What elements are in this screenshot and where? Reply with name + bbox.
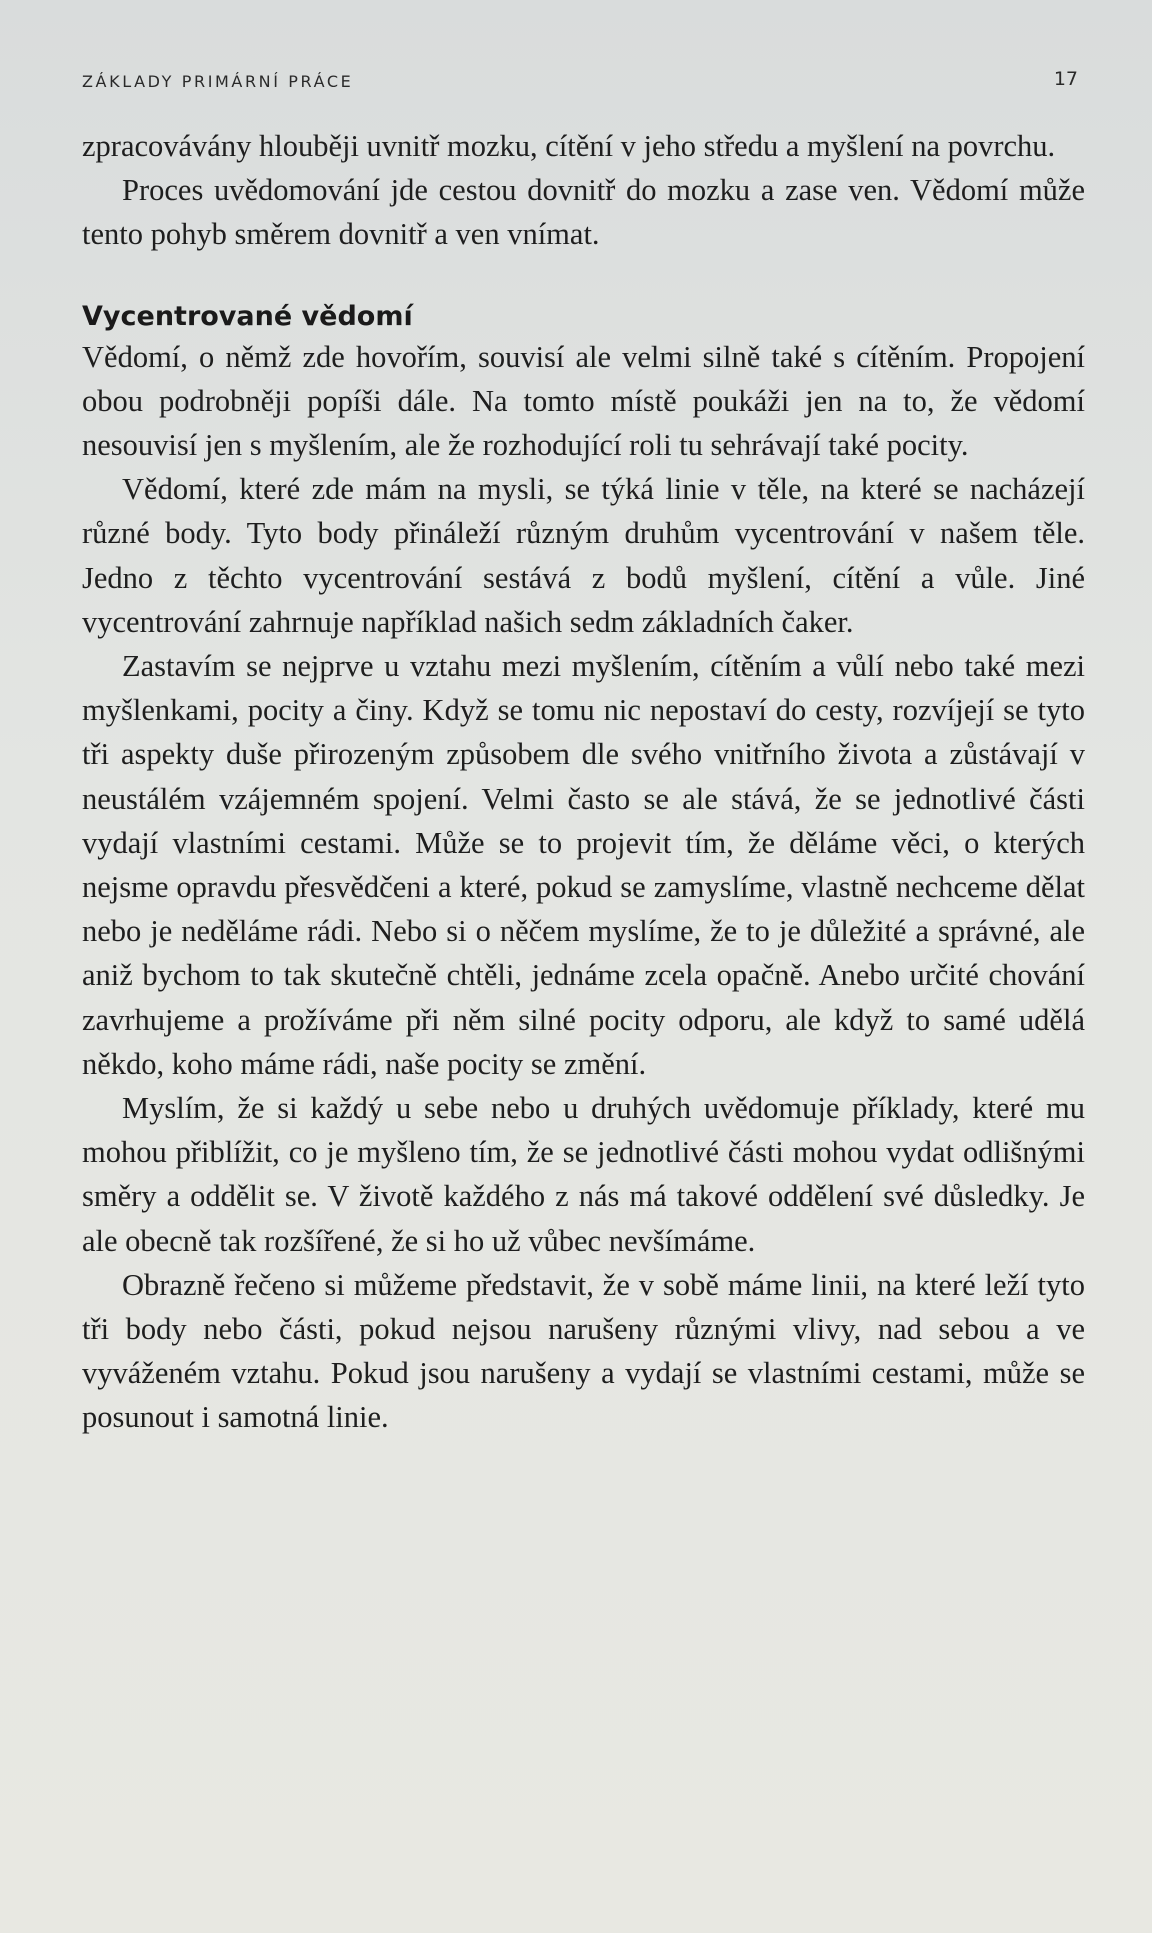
section-heading: Vycentrované vědomí	[82, 300, 413, 332]
running-header	[82, 68, 1078, 98]
paragraph-5: Zastavím se nejprve u vztahu mezi myšlením, cítěním a vůlí nebo také mezi myšlenkami, pocity a činy. Když se tomu nic nepostaví do cesty, rozvíjejí se tyto tři aspekty duše přirozeným způsobem dle svého vnitřního života a zůstávají v neustálém vzájemném spojení. Velmi často se ale stává, že se jednotlivé části vydají vlastními cestami. Může se to projevit tím, že děláme věci, o kterých nejsme opravdu přesvědčeni a které, pokud se zamyslíme, vlastně nechceme dělat nebo je neděláme rádi. Nebo si o něčem myslíme, že to je důležité a správné, ale aniž bychom to tak skutečně chtěli, jednáme zcela opačně. Anebo určité chování zavrhujeme a prožíváme při něm silné pocity odporu, ale když to samé udělá někdo, koho máme rádi, naše pocity se změní.	[82, 649, 1085, 1081]
body-text	[82, 124, 1085, 1440]
page-number: 17	[1053, 68, 1078, 90]
running-title: ZÁKLADY PRIMÁRNÍ PRÁCE	[82, 72, 354, 91]
paragraph-7: Obrazně řečeno si můžeme představit, že v sobě máme linii, na které leží tyto tři body nebo části, pokud nejsou narušeny různými vlivy, nad sebou a ve vyváženém vztahu. Pokud jsou narušeny a vydají se vlastními cestami, může se posunout i samotná linie.	[82, 1267, 1085, 1435]
paragraph-3: Vědomí, o němž zde hovořím, souvisí ale velmi silně také s cítěním. Propojení obou podrobněji popíši dále. Na tomto místě poukáži jen na to, že vědomí nesouvisí jen s myšlením, ale že rozhodující roli tu sehrávají také pocity.	[82, 339, 1085, 463]
paragraph-4: Vědomí, které zde mám na mysli, se týká linie v těle, na které se nacházejí různé body. Tyto body přináleží různým druhům vycentrování v našem těle. Jedno z těchto vycentrování sestává z bodů myšlení, cítění a vůle. Jiné vycentrování zahrnuje například našich sedm základních čaker.	[82, 472, 1085, 639]
paragraph-6: Myslím, že si každý u sebe nebo u druhých uvědomuje příklady, které mu mohou přiblížit, co je myšleno tím, že se jednotlivé části mohou vydat odlišnými směry a oddělit se. V životě každého z nás má takové oddělení své důsledky. Je ale obecně tak rozšířené, že si ho už vůbec nevšímáme.	[82, 1091, 1085, 1258]
paragraph-1: zpracovávány hlouběji uvnitř mozku, cítění v jeho středu a myšlení na povrchu.	[82, 129, 1056, 163]
paragraph-2: Proces uvědomování jde cestou dovnitř do mozku a zase ven. Vědomí může tento pohyb směrem dovnitř a ven vnímat.	[82, 173, 1085, 252]
